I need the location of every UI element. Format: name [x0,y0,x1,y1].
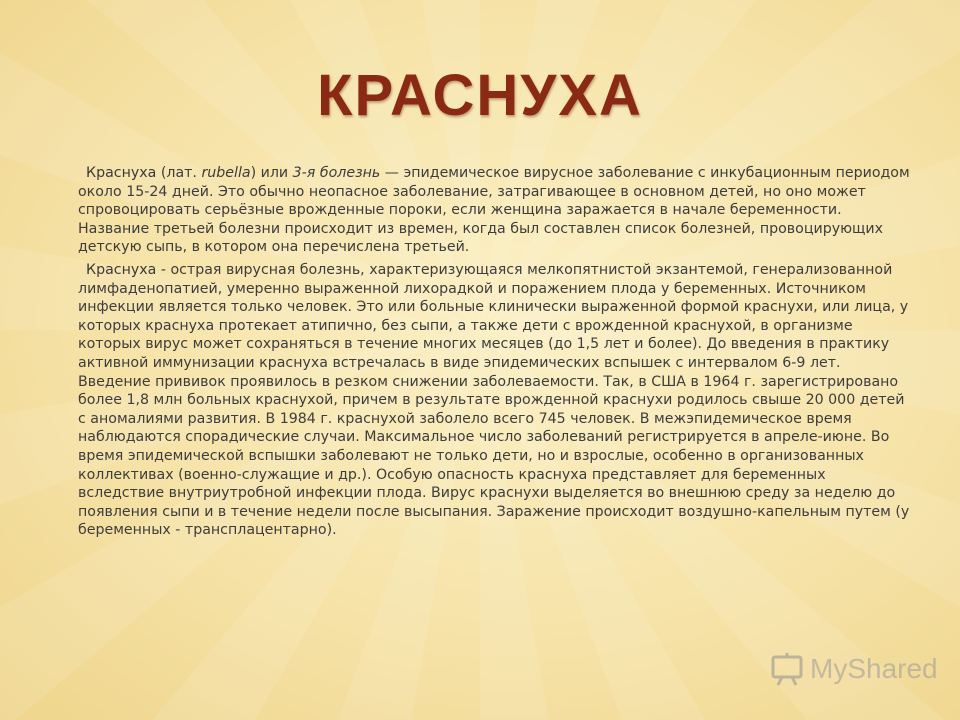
watermark [770,652,938,686]
latin-name: rubella [201,165,251,181]
term-2: Краснуха [86,261,157,278]
p1-rest: — эпидемическое вирусное заболевание с инкубационным периодом около 15-24 дней. Это обычно неопасное заболевание, затрагивающее в основном детей, но оно может спровоцировать серьёзные врожденные пороки, если женщина заражается в начале беременности. Название третьей болезни происходит из времен, когда был составлен список болезней, провоцирующих детскую сыпь, в котором она перечислена третьей. [78,165,910,256]
slide-title: КРАСНУХА [317,63,643,128]
term-1: Краснуха [86,165,157,181]
alt-name: 3-я болезнь [292,165,381,181]
paragraph-2 [78,261,916,540]
p2-rest: - острая вирусная болезнь, характеризующаяся мелкопятнистой экзантемой, генерализованной лимфаденопатией, умеренно выраженной лихорадкой и поражением плода у беременных. Источником инфекции является только человек. Это или больные клинически выраженной формой краснухи, или лица, у которых краснуха протекает атипично, без сыпи, а также дети с врожденной краснухой, в организме которых вирус может сохраняться в течение многих месяцев (до 1,5 лет и более). До введения в практику активной иммунизации краснуха встречалась в виде эпидемических вспышек с интервалом 6-9 лет. Введение прививок проявилось в резком снижении заболеваемости. Так, в США в 1964 г. зарегистрировано более 1,8 млн больных краснухой, причем в результате врожденной краснухи родилось свыше 20 000 детей с аномалиями развития. В 1984 г. краснухой заболело всего 745 человек. В межэпидемическое время наблюдаются спорадические случаи. Максимальное число заболеваний регистрируется в апреле-июне. Во время эпидемической вспышки заболевают не только дети, но и взрослые, особенно в организованных коллективах (военно-служащие и др.). Особую опасность краснуха представляет для беременных вследствие внутриутробной инфекции плода. Вирус краснухи выделяется во внешнюю среду за неделю до появления сыпи и в течение недели после высыпания. Заражение происходит воздушно-капельным путем (у беременных - трансплацентарно). [78,261,910,539]
p1-part2: ) или [250,165,293,181]
presentation-board-icon [770,652,804,686]
p1-part1: (лат. [156,165,202,181]
slide-body [78,164,916,544]
watermark-text: MyShared [810,653,938,684]
paragraph-1 [78,164,916,257]
